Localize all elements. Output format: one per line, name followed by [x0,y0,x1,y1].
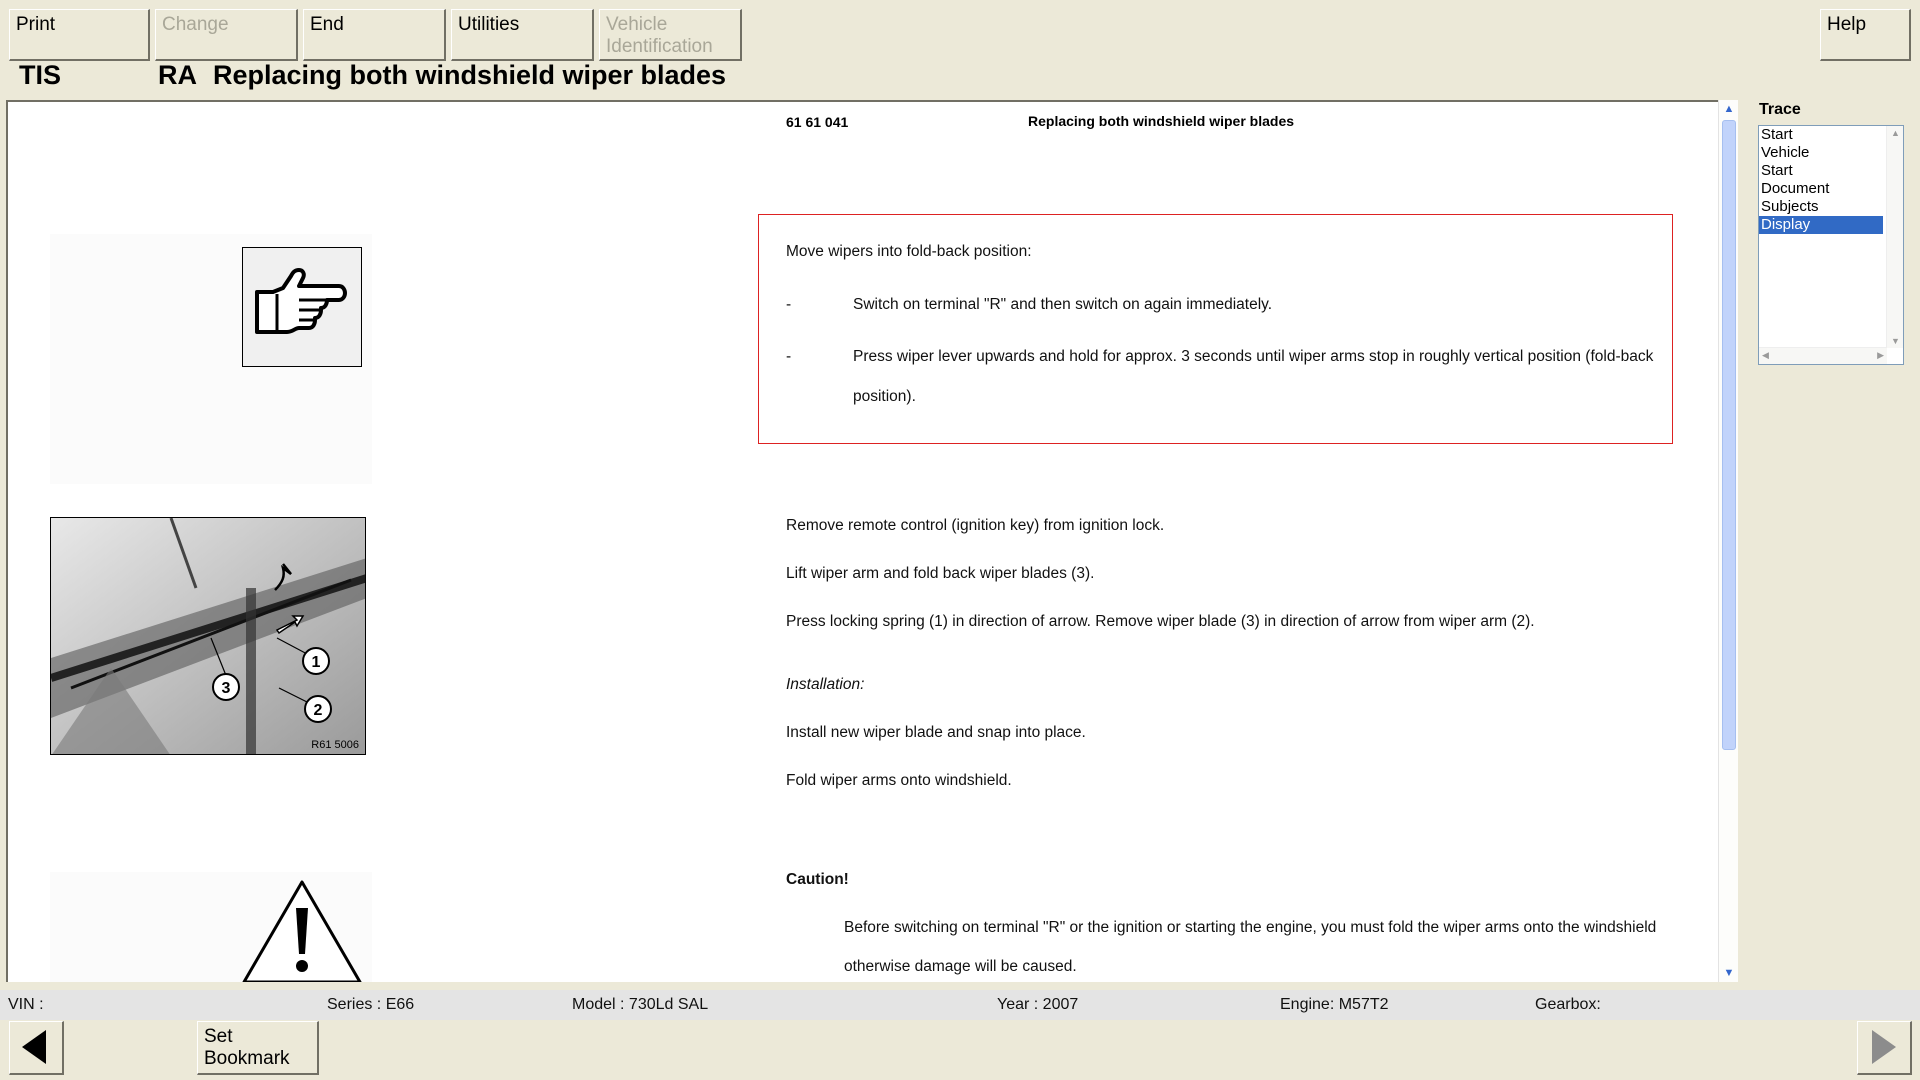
app-title: TIS [19,60,62,90]
caution-line-1: Before switching on terminal "R" or the ignition or starting the engine, you must fold the wiper arms onto the windshield [844,919,1657,936]
install-step-2: Fold wiper arms onto windshield. [786,772,1012,789]
trace-scroll-down-icon[interactable]: ▼ [1891,336,1900,346]
figure-label: R61 5006 [311,739,359,751]
step-3: Press locking spring (1) in direction of arrow. Remove wiper blade (3) in direction of arrow from wiper arm (2). [786,613,1535,630]
trace-scroll-up-icon[interactable]: ▲ [1891,128,1900,138]
back-button[interactable] [9,1021,64,1075]
trace-scroll-left-icon[interactable]: ◀ [1762,350,1769,360]
help-button[interactable]: Help [1820,9,1911,61]
pointing-hand-icon [242,247,362,367]
trace-item-start-2[interactable]: Start [1761,162,1793,179]
trace-item-subjects[interactable]: Subjects [1761,198,1819,215]
note-item-2-line-2: position). [853,388,916,405]
document-number: 61 61 041 [786,114,849,130]
change-button[interactable]: Change [155,9,298,61]
print-button[interactable]: Print [9,9,150,61]
step-2: Lift wiper arm and fold back wiper blades (3). [786,565,1095,582]
wiper-figure [50,517,366,755]
right-arrow-icon [1858,1022,1909,1072]
callout-1: 1 [311,654,321,671]
year-field: Year : 2007 [997,996,1079,1013]
left-arrow-icon [10,1022,61,1072]
document-heading: Replacing both windshield wiper blades [1028,113,1295,129]
model-field: Model : 730Ld SAL [572,996,709,1013]
note-item-2-line-1: Press wiper lever upwards and hold for approx. 3 seconds until wiper arms stop in roughly vertical position (fold-back [853,348,1654,365]
trace-item-vehicle[interactable]: Vehicle [1761,144,1810,161]
set-bookmark-button[interactable]: Set Bookmark [197,1021,319,1075]
trace-vertical-scrollbar[interactable] [1886,126,1903,348]
trace-item-document[interactable]: Document [1761,180,1830,197]
gearbox-field: Gearbox: [1535,996,1601,1013]
page-title-text: Replacing both windshield wiper blades [213,60,727,90]
vehicle-status-bar [0,990,1920,1020]
step-1: Remove remote control (ignition key) from ignition lock. [786,517,1165,534]
trace-horizontal-scrollbar[interactable] [1759,347,1887,364]
install-step-1: Install new wiper blade and snap into place. [786,724,1086,741]
callout-2: 2 [313,702,323,719]
forward-button[interactable] [1857,1021,1912,1075]
caution-line-2: otherwise damage will be caused. [844,958,1077,975]
engine-field: Engine: M57T2 [1280,996,1389,1013]
installation-label: Installation: [786,676,865,693]
caution-label: Caution! [786,871,849,888]
vehicle-identification-button[interactable]: Vehicle Identification [599,9,742,61]
series-field: Series : E66 [327,996,415,1013]
trace-item-display[interactable]: Display [1759,216,1883,234]
end-button[interactable]: End [303,9,446,61]
document-scrollbar[interactable] [1718,100,1738,982]
note-dash-2: - [786,348,792,365]
scroll-up-icon[interactable]: ▲ [1723,103,1735,115]
document-panel [6,100,1728,982]
note-item-1: Switch on terminal "R" and then switch on again immediately. [853,296,1273,313]
scroll-thumb[interactable] [1722,120,1736,750]
vin-field: VIN : [8,996,44,1013]
utilities-button[interactable]: Utilities [451,9,594,61]
note-intro: Move wipers into fold-back position: [786,243,1032,260]
trace-item-start[interactable]: Start [1761,126,1793,143]
callout-3: 3 [221,680,231,697]
scroll-down-icon[interactable]: ▼ [1723,967,1735,979]
trace-scroll-right-icon[interactable]: ▶ [1877,350,1884,360]
trace-title: Trace [1759,101,1801,118]
page-title [158,60,726,91]
warning-icon [240,878,364,982]
document-type-code: RA [158,60,197,90]
trace-list[interactable] [1758,125,1904,365]
note-dash-1: - [786,296,792,313]
